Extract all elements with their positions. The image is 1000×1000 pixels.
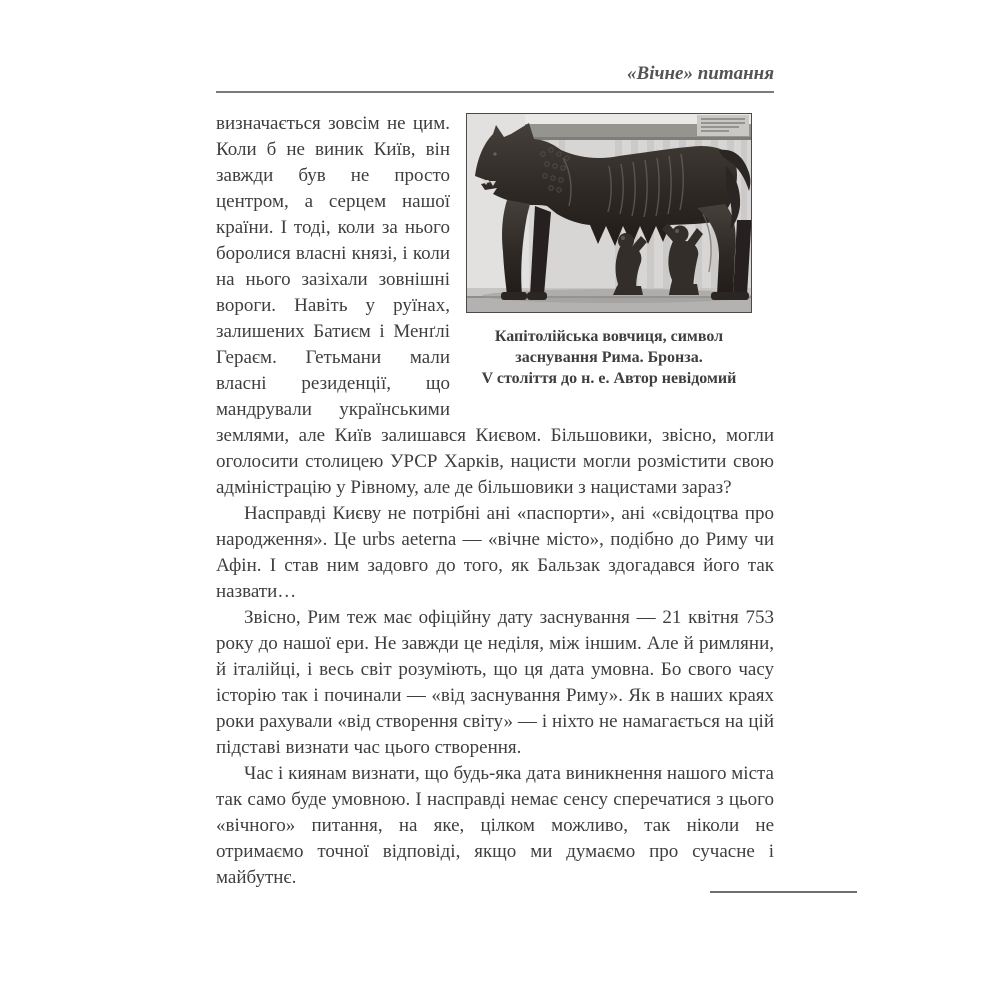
figure-caption <box>466 326 752 389</box>
running-header-title: «Вічне» питання <box>627 63 774 84</box>
caption-line-3: V століття до н. е. Автор невідомий <box>481 370 737 387</box>
capitoline-wolf-photo <box>466 113 752 313</box>
paragraph-1: визначається зовсім не цим. Коли б не виник Київ, він завжди був не просто центром, а серцем нашої країни. І тоді, коли за нього боролися власні князі, і коли на нього зазіхали зовнішні вороги. Навіть у руїнах, залишених Батиєм і Менґлі Гераєм. Гетьмани мали власні резиденції, що мандрували українськими землями, але Київ залишався Києвом. Більшовики, звісно, могли оголосити столицею УРСР Харків, нацисти могли розмістити свою адміністрацію у Рівному, але де більшовики з нацистами зараз? <box>216 113 774 498</box>
page-body <box>216 111 774 891</box>
running-header <box>216 62 774 93</box>
paragraph-2: Насправді Києву не потрібні ані «паспорти», ані «свідоцтва про народження». Це urbs aeterna — «вічне місто», подібно до Риму чи Афін. І став ним задовго до того, як Бальзак здогадався його так назвати… <box>216 503 774 602</box>
caption-line-2: заснування Рима. Бронза. <box>515 349 703 366</box>
caption-line-1: Капітолійська вовчиця, символ <box>494 328 724 345</box>
footer-rule <box>710 891 857 893</box>
figure-capitoline-wolf <box>466 113 752 389</box>
page-content <box>216 62 774 891</box>
paragraph-4: Час і киянам визнати, що будь-яка дата виникнення нашого міста так само буде умовною. І насправді немає сенсу сперечатися з цього «вічного» питання, на яке, цілком можливо, так ніколи не отримаємо точної відповіді, якщо ми думаємо про сучасне і майбутнє. <box>216 763 774 888</box>
paragraph-3: Звісно, Рим теж має офіційну дату заснування — 21 квітня 753 року до нашої ери. Не завжди це неділя, між іншим. Але й римляни, й італійці, і весь світ розуміють, що ця дата умовна. Бо свого часу історію так і починали — «від заснування Риму». Як в наших краях роки рахували «від створення світу» — і ніхто не намагається на цій підставі визнати час цього створення. <box>216 607 774 758</box>
